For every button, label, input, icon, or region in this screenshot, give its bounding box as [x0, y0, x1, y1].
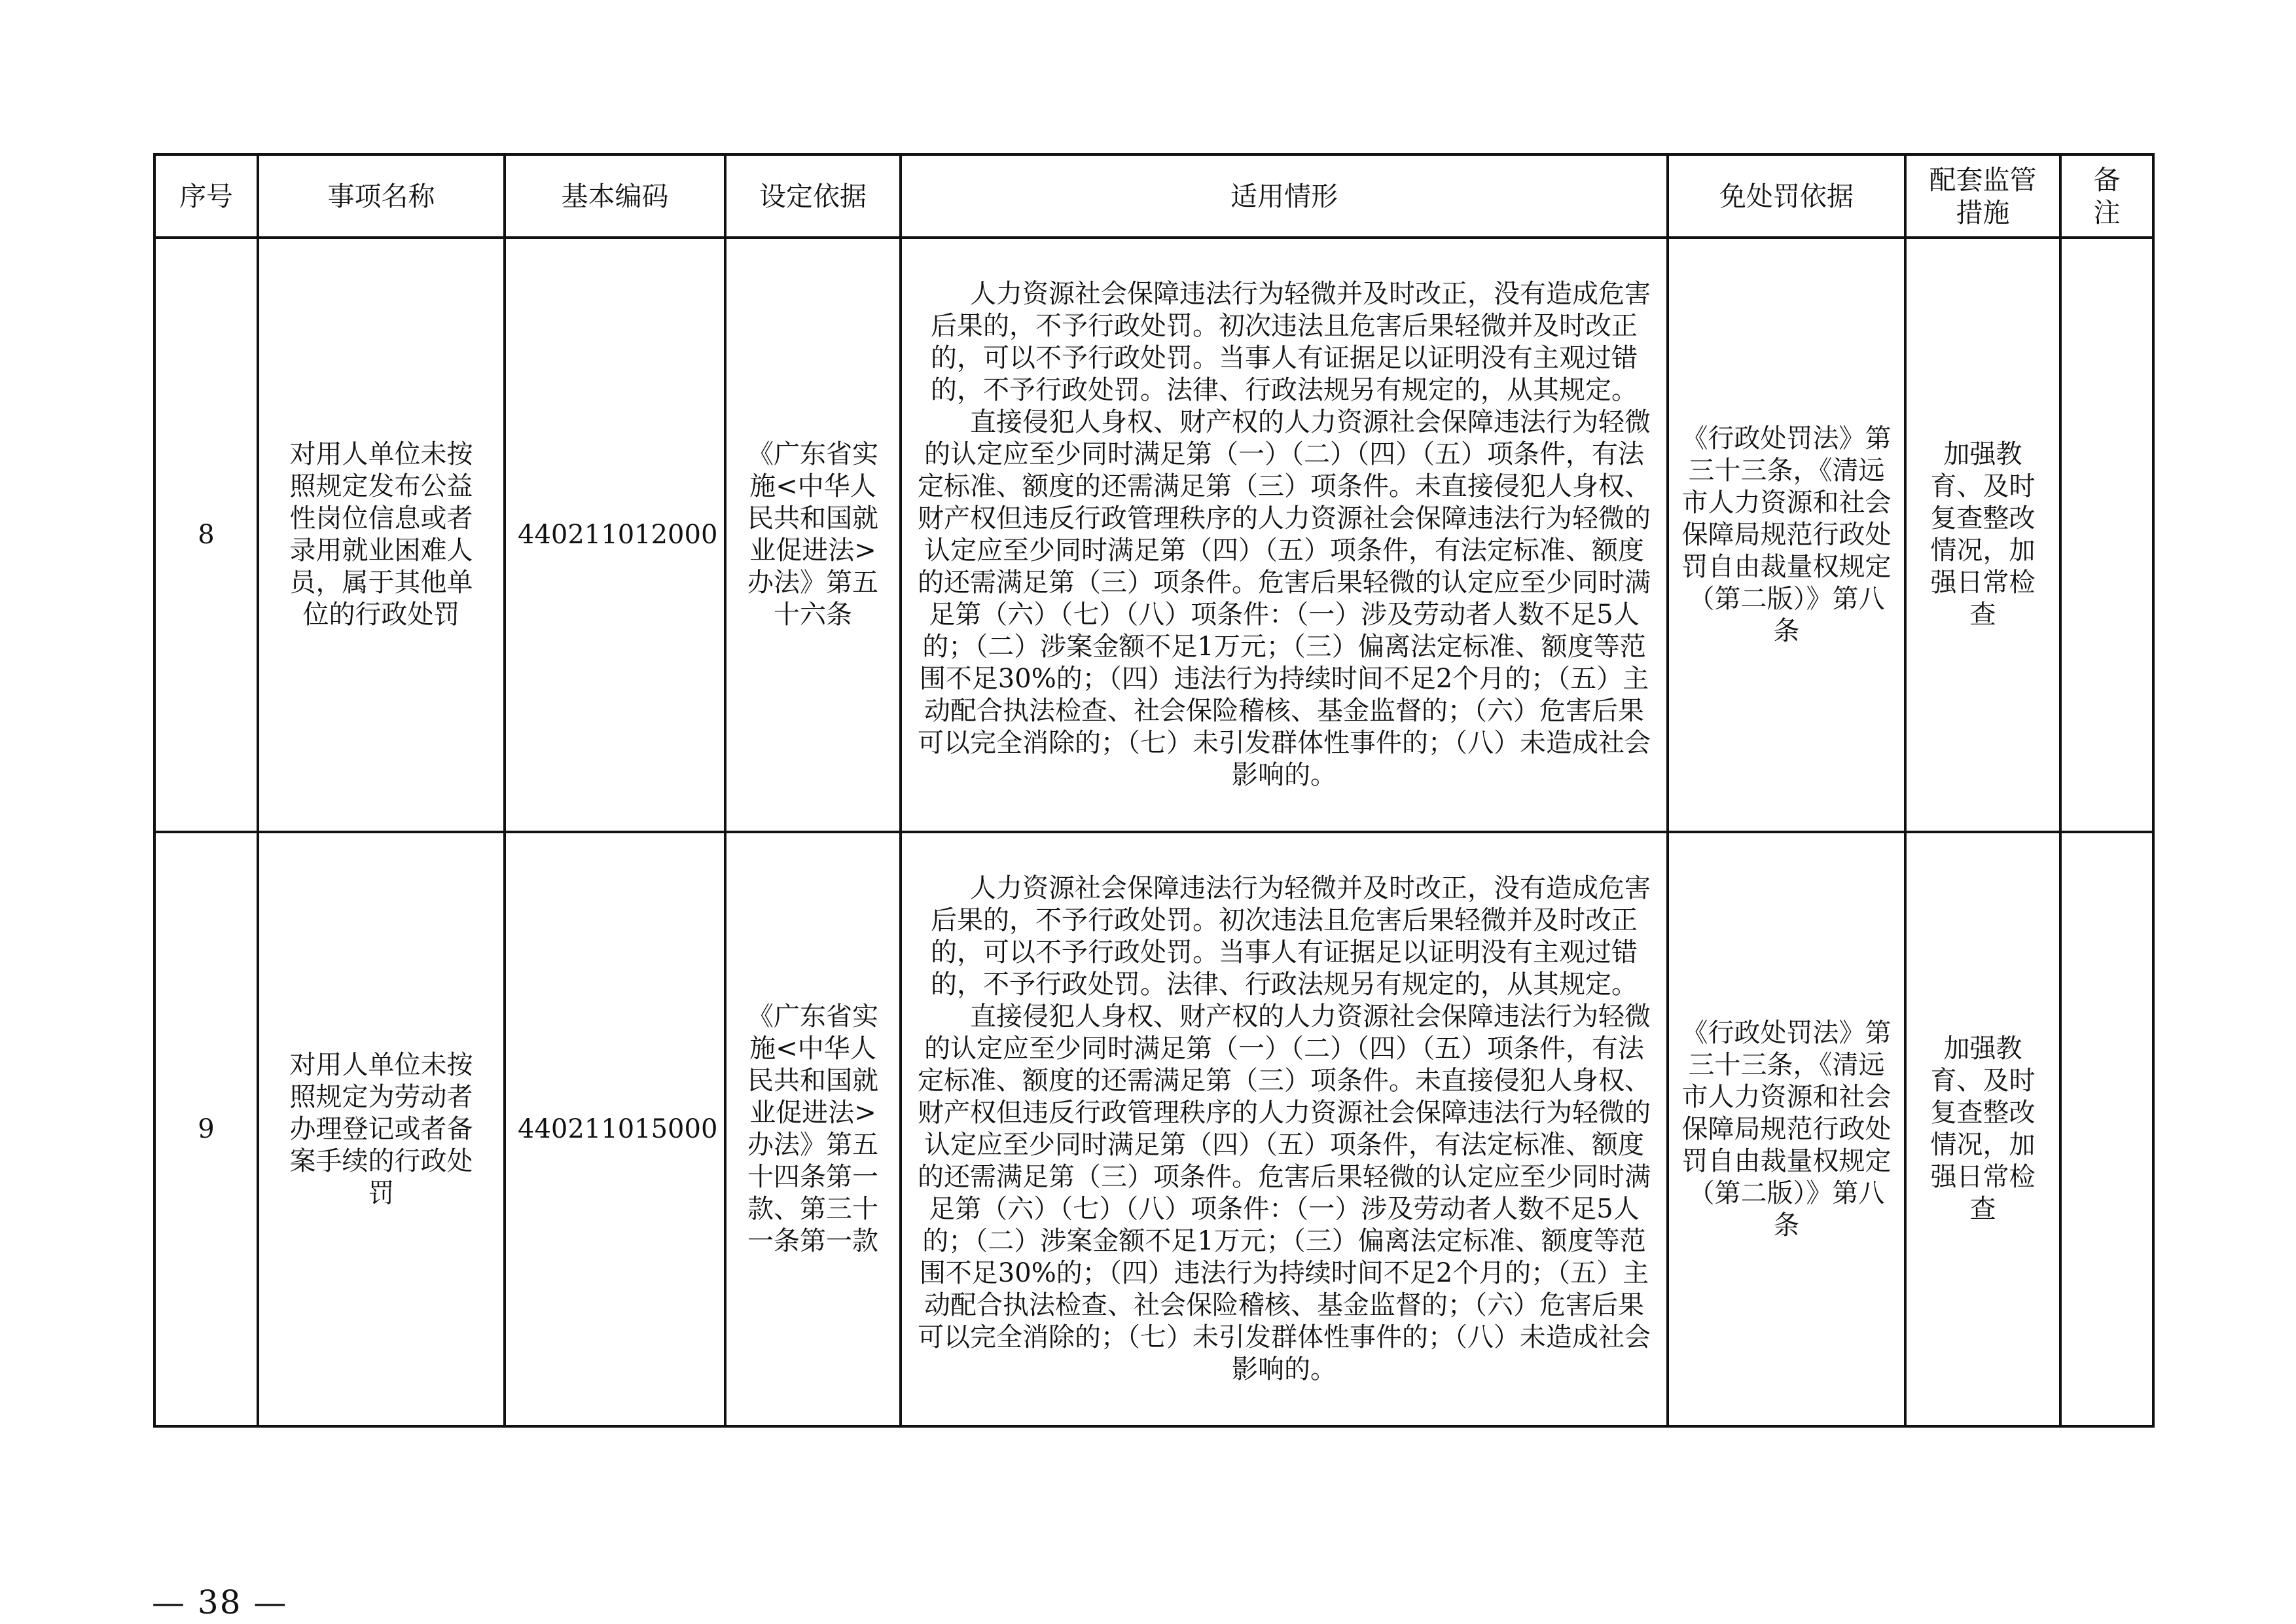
condition-paragraph: 人力资源社会保障违法行为轻微并及时改正，没有造成危害后果的，不予行政处罚。初次违法且危害后果轻微并及时改正的，可以不予行政处罚。当事人有证据足以证明没有主观过错的，不予行政处罚。法律、行政法规另有规定的，从其规定。 — [931, 279, 1651, 405]
header-item-name: 事项名称 — [258, 154, 505, 238]
row-seq: 9 — [154, 832, 258, 1426]
row-item-name: 对用人单位未按照规定为劳动者办理登记或者备案手续的行政处罚 — [258, 832, 505, 1426]
row-remarks — [2060, 832, 2153, 1426]
row-exemption-basis: 《行政处罚法》第三十三条，《清远市人力资源和社会保障局规范行政处罚自由裁量权规定（第二版）》第八条 — [1668, 832, 1905, 1426]
row-basic-code: 440211012000 — [505, 238, 725, 832]
row-supervision-measures: 加强教育、及时复查整改情况，加强日常检查 — [1905, 238, 2060, 832]
row-conditions — [901, 832, 1668, 1426]
header-remarks: 备注 — [2060, 154, 2153, 238]
header-supervision-measures: 配套监管措施 — [1905, 154, 2060, 238]
header-applicable-conditions: 适用情形 — [901, 154, 1668, 238]
header-seq: 序号 — [154, 154, 258, 238]
condition-paragraph: 直接侵犯人身权、财产权的人力资源社会保障违法行为轻微的认定应至少同时满足第（一）（二）（四）（五）项条件，有法定标准、额度的还需满足第（三）项条件。未直接侵犯人身权、财产权但违反行政管理秩序的人力资源社会保障违法行为轻微的认定应至少同时满足第（四）（五）项条件，有法定标准、额度的还需满足第（三）项条件。危害后果轻微的认定应至少同时满足第（六）（七）（八）项条件：（一）涉及劳动者人数不足5人的；（二）涉案金额不足1万元；（三）偏离法定标准、额度等范围不足30%的；（四）违法行为持续时间不足2个月的；（五）主动配合执法检查、社会保险稽核、基金监督的；（六）危害后果可以完全消除的；（七）未引发群体性事件的；（八）未造成社会影响的。 — [918, 407, 1651, 790]
row-conditions — [901, 238, 1668, 832]
row-item-name: 对用人单位未按照规定发布公益性岗位信息或者录用就业困难人员，属于其他单位的行政处罚 — [258, 238, 505, 832]
table-header-row — [154, 154, 2153, 238]
row-supervision-measures: 加强教育、及时复查整改情况，加强日常检查 — [1905, 832, 2060, 1426]
row-legal-basis: 《广东省实施<中华人民共和国就业促进法>办法》第五十四条第一款、第三十一条第一款 — [725, 832, 901, 1426]
condition-paragraph: 人力资源社会保障违法行为轻微并及时改正，没有造成危害后果的，不予行政处罚。初次违法且危害后果轻微并及时改正的，可以不予行政处罚。当事人有证据足以证明没有主观过错的，不予行政处罚。法律、行政法规另有规定的，从其规定。 — [931, 873, 1651, 1000]
header-exemption-basis: 免处罚依据 — [1668, 154, 1905, 238]
page-number: — 38 — — [152, 1583, 288, 1621]
row-exemption-basis: 《行政处罚法》第三十三条，《清远市人力资源和社会保障局规范行政处罚自由裁量权规定（第二版）》第八条 — [1668, 238, 1905, 832]
row-remarks — [2060, 238, 2153, 832]
row-basic-code: 440211015000 — [505, 832, 725, 1426]
header-legal-basis: 设定依据 — [725, 154, 901, 238]
table-row — [154, 238, 2153, 832]
row-legal-basis: 《广东省实施<中华人民共和国就业促进法>办法》第五十六条 — [725, 238, 901, 832]
table-row — [154, 832, 2153, 1426]
header-basic-code: 基本编码 — [505, 154, 725, 238]
row-seq: 8 — [154, 238, 258, 832]
condition-paragraph: 直接侵犯人身权、财产权的人力资源社会保障违法行为轻微的认定应至少同时满足第（一）（二）（四）（五）项条件，有法定标准、额度的还需满足第（三）项条件。未直接侵犯人身权、财产权但违反行政管理秩序的人力资源社会保障违法行为轻微的认定应至少同时满足第（四）（五）项条件，有法定标准、额度的还需满足第（三）项条件。危害后果轻微的认定应至少同时满足第（六）（七）（八）项条件：（一）涉及劳动者人数不足5人的；（二）涉案金额不足1万元；（三）偏离法定标准、额度等范围不足30%的；（四）违法行为持续时间不足2个月的；（五）主动配合执法检查、社会保险稽核、基金监督的；（六）危害后果可以完全消除的；（七）未引发群体性事件的；（八）未造成社会影响的。 — [918, 1001, 1651, 1384]
regulation-table — [153, 153, 2155, 1428]
